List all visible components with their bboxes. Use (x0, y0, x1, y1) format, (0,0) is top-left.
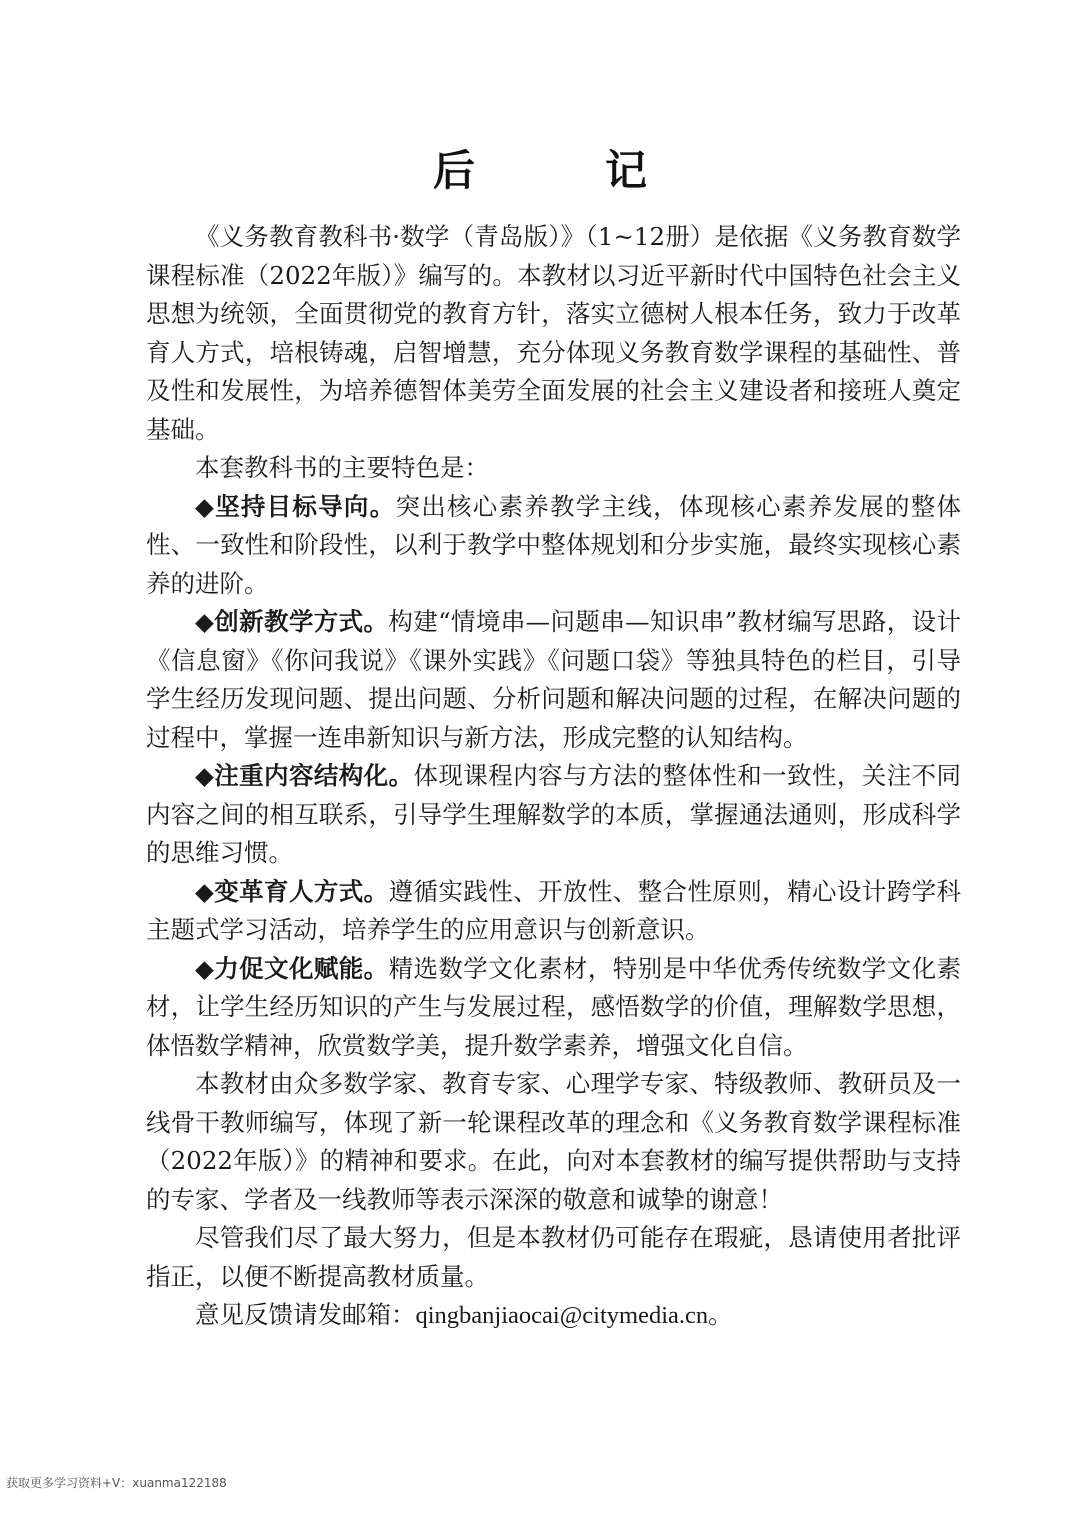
feature-text: 构建“情境串—问题串—知识串”教材编写思路，设计《信息窗》《你问我说》《课外实践》《问题口袋》等独具特色的栏目，引导学生经历发现问题、提出问题、分析问题和解决问题的过程，在解决问题的过程中，掌握一连串新知识与新方法，形成完整的认知结构。 (146, 607, 961, 752)
feature-text: 突出核心素养教学主线，体现核心素养发展的整体性、一致性和阶段性，以利于教学中整体规划和分步实施，最终实现核心素养的进阶。 (146, 491, 961, 598)
feature-paragraph (146, 873, 961, 950)
watermark-text: 获取更多学习资料+V：xuanma122188 (6, 1476, 227, 1490)
feedback-label: 意见反馈请发邮箱： (195, 1300, 416, 1329)
features-intro: 本套教科书的主要特色是： (195, 453, 489, 482)
feature-text: 精选数学文化素材，特别是中华优秀传统数学文化素材，让学生经历知识的产生与发展过程，感悟数学的价值，理解数学思想，体悟数学精神，欣赏数学美，提升数学素养，增强文化自信。 (146, 953, 962, 1060)
feature-text: 遵循实践性、开放性、整合性原则，精心设计跨学科主题式学习活动，培养学生的应用意识与创新意识。 (146, 876, 962, 944)
feature-paragraph (146, 603, 961, 757)
document-body (146, 218, 961, 1336)
feedback-end: 。 (708, 1300, 733, 1329)
feedback-paragraph (146, 1296, 961, 1336)
disclaimer-paragraph: 尽管我们尽了最大努力，但是本教材仍可能存在瑕疵，恳请使用者批评指正，以便不断提高教材质量。 (146, 1223, 961, 1291)
feature-paragraph (146, 488, 961, 604)
feature-paragraph (146, 950, 961, 1066)
page-title: 后 记 (432, 146, 691, 195)
feature-paragraph (146, 757, 961, 873)
feature-heading: ◆变革育人方式。 (195, 876, 389, 906)
feature-heading: ◆注重内容结构化。 (195, 761, 414, 790)
feedback-email: qingbanjiaocai@citymedia.cn (415, 1302, 709, 1329)
feature-heading: ◆创新教学方式。 (195, 607, 389, 636)
feature-heading: ◆坚持目标导向。 (195, 491, 396, 521)
authors-paragraph: 本教材由众多数学家、教育专家、心理学专家、特级教师、教研员及一线骨干教师编写，体现了新一轮课程改革的理念和《义务教育数学课程标准（2022年版）》的精神和要求。在此，向对本套教材的编写提供帮助与支持的专家、学者及一线教师等表示深深的敬意和诚挚的谢意！ (146, 1069, 961, 1214)
feature-text: 体现课程内容与方法的整体性和一致性，关注不同内容之间的相互联系，引导学生理解数学的本质，掌握通法通则，形成科学的思维习惯。 (146, 761, 962, 867)
feature-heading: ◆力促文化赋能。 (195, 953, 389, 983)
intro-paragraph: 《义务教育教科书·数学（青岛版）》（1~12册）是依据《义务教育数学课程标准（2022年版）》编写的。本教材以习近平新时代中国特色社会主义思想为统领，全面贯彻党的教育方针，落实立德树人根本任务，致力于改革育人方式，培根铸魂，启智增慧，充分体现义务教育数学课程的基础性、普及性和发展性，为培养德智体美劳全面发展的社会主义建设者和接班人奠定基础。 (146, 222, 961, 444)
